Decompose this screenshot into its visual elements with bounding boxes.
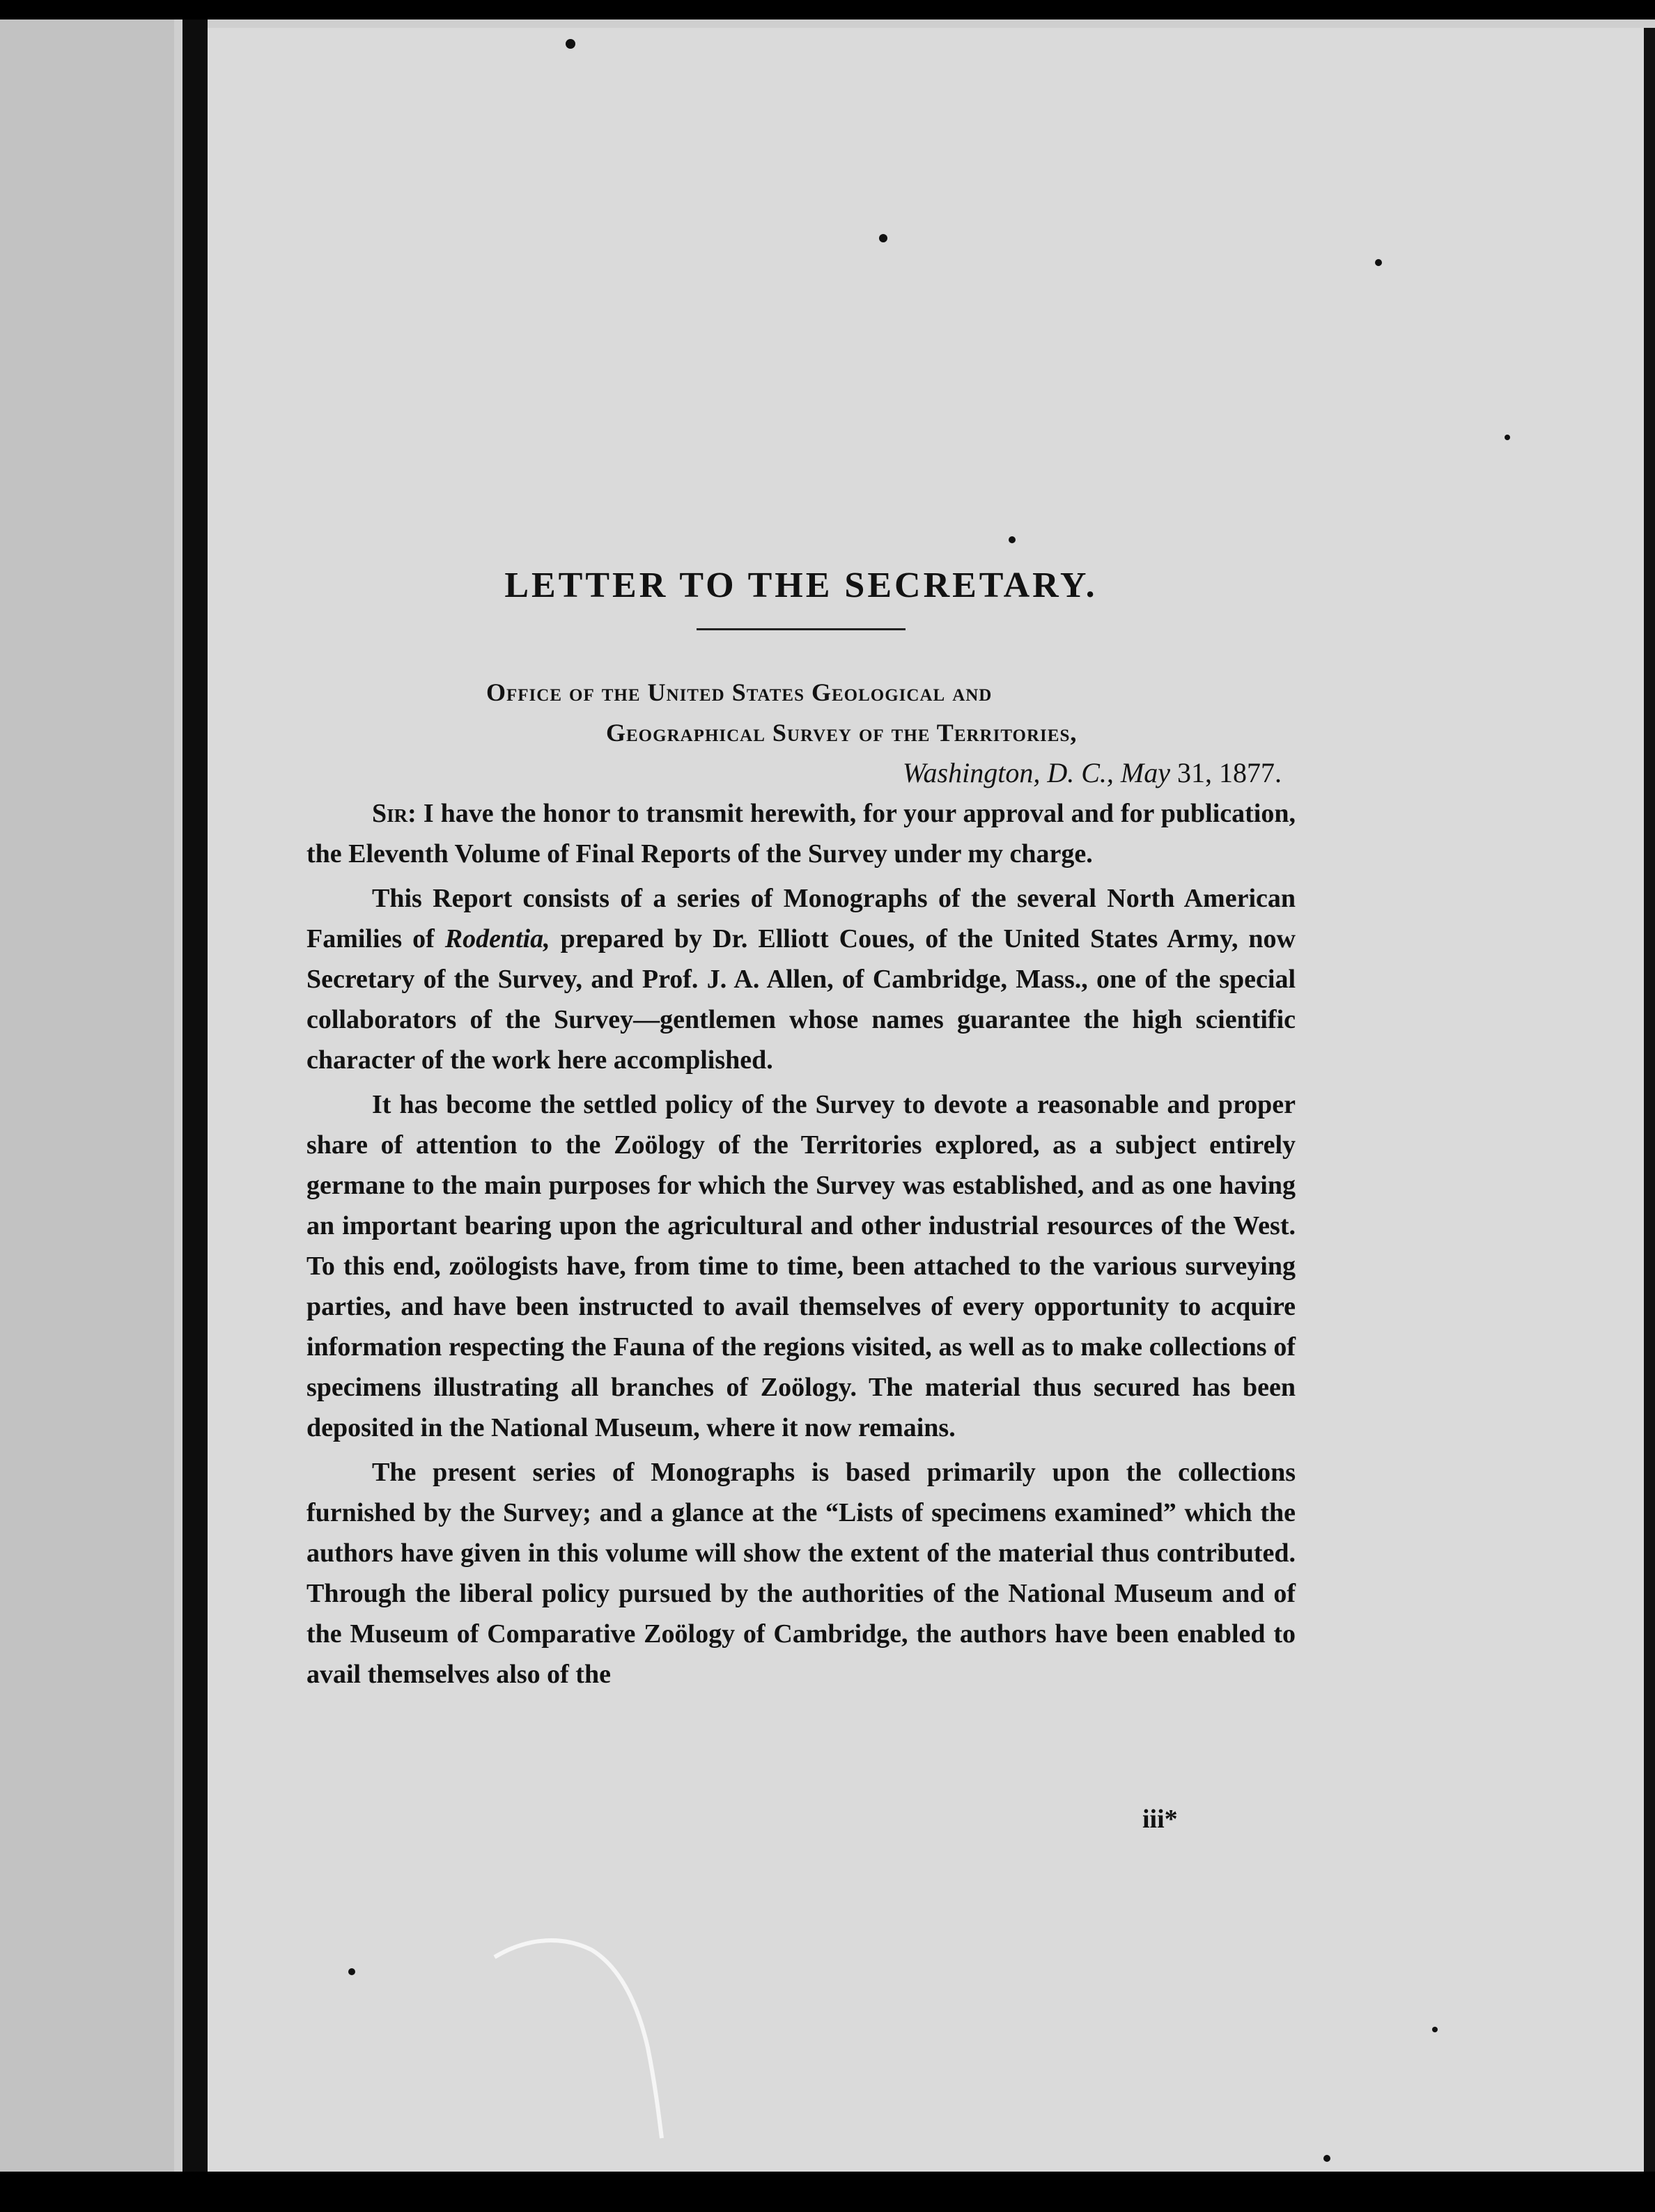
binding-gutter — [182, 20, 208, 2186]
page-folio: iii* — [1142, 1805, 1178, 1834]
page-edge-right — [1644, 28, 1655, 2187]
scan-speck — [1505, 435, 1510, 440]
paragraph-2 — [306, 878, 1296, 1080]
scan-speck — [1432, 2027, 1438, 2032]
address-line-2: Geographical Survey of the Territories, — [606, 719, 1078, 747]
scan-speck — [1375, 259, 1382, 266]
facing-page-strip — [0, 20, 174, 2179]
scan-speck — [348, 1968, 355, 1975]
paragraph-1-text: I have the honor to transmit herewith, for your approval and for publication, the Eleventh Volume of Final Reports of the Survey under my charge. — [306, 799, 1296, 869]
paragraph-1 — [306, 793, 1296, 874]
page-title: LETTER TO THE SECRETARY. — [504, 566, 1098, 605]
address-line-1: Office of the United States Geological and — [486, 678, 993, 707]
paragraph-2-before: This Report consists of a series of Monographs of the several North American Families of — [306, 884, 1296, 954]
letter-content — [306, 564, 1296, 1699]
scan-speck — [1323, 2155, 1330, 2162]
scan-scratch-mark — [488, 1936, 697, 2145]
scan-speck — [1009, 536, 1016, 543]
paragraph-2-after: prepared by Dr. Elliott Coues, of the United States Army, now Secretary of the Survey, and Prof. J. A. Allen, of Cambridge, Mass., one of the special collaborators of the Survey—gentlemen whose names guarantee the high scientific character of the work here accomplished. — [306, 924, 1296, 1075]
paragraph-4: The present series of Monographs is based primarily upon the collections furnished by the Survey; and a glance at the “Lists of specimens examined” which the authors have given in this volume will show the extent of the material thus contributed. Through the liberal policy pursued by the authorities of the National Museum and of the Museum of Comparative Zoölogy of Cambridge, the authors have been enabled to avail themselves also of the — [306, 1458, 1296, 1690]
salutation: Sir: — [372, 799, 417, 829]
paragraph-2-italic: Rodentia, — [444, 924, 550, 954]
scan-speck — [879, 234, 887, 242]
title-rule — [697, 628, 906, 630]
scan-bottom-band — [0, 2172, 1655, 2212]
date-text: 31, 1877. — [1170, 757, 1282, 789]
scan-speck — [566, 39, 575, 49]
place-text: Washington, D. C., May — [902, 757, 1170, 789]
place-date-line — [306, 753, 1296, 793]
paragraph-3: It has become the settled policy of the Survey to devote a reasonable and proper share of attention to the Zoölogy of the Territories explored, as a subject entirely germane to the main purposes for which the Survey was established, and as one having an important bearing upon the agricultural and other industrial resources of the West. To this end, zoölogists have, from time to time, been attached to the various surveying parties, and have been instructed to avail themselves of every opportunity to acquire information respecting the Fauna of the regions visited, as well as to make collections of specimens illustrating all branches of Zoölogy. The material thus secured has been deposited in the National Museum, where it now remains. — [306, 1090, 1296, 1443]
